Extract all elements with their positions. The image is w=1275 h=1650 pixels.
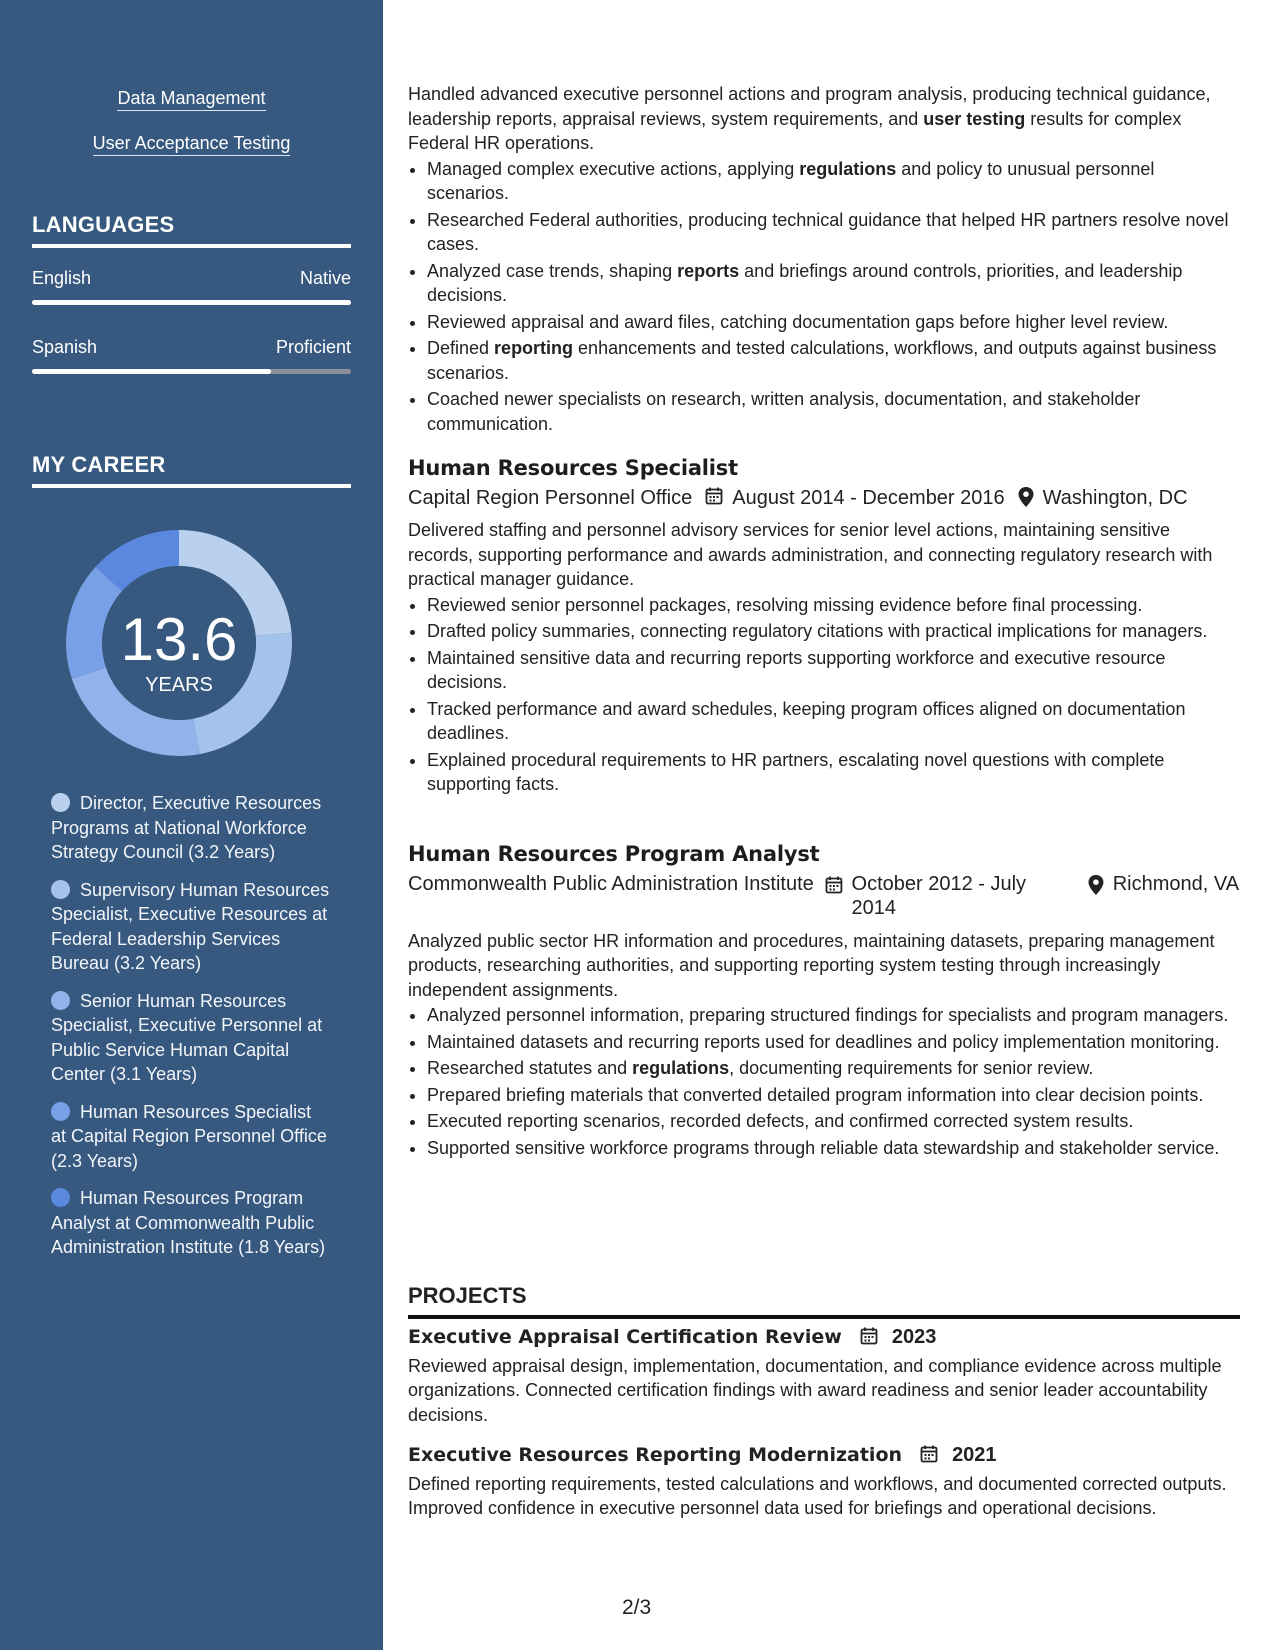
bullet-item: • Managed complex executive actions, applying regulations and policy to unusual personnel scenarios. xyxy=(427,157,1240,206)
project-title: Executive Resources Reporting Modernization xyxy=(408,1444,903,1466)
calendar-icon xyxy=(704,486,724,506)
bullet-item: • Analyzed case trends, shaping reports and briefings around controls, priorities, and leadership decisions. xyxy=(427,259,1240,308)
calendar-icon xyxy=(859,1326,879,1346)
bullet-item: • Researched statutes and regulations, documenting requirements for senior review. xyxy=(427,1056,1240,1081)
career-item-text: Human Resources Specialist at Capital Region Personnel Office (2.3 Years) xyxy=(51,1101,327,1171)
skill-label[interactable]: Data Management xyxy=(117,88,265,111)
languages-heading: LANGUAGES xyxy=(32,212,351,248)
project-entry xyxy=(408,1443,1240,1521)
bullet-item: • Coached newer specialists on research, written analysis, documentation, and stakeholder communication. xyxy=(427,387,1240,436)
calendar-icon xyxy=(919,1444,939,1464)
project-header xyxy=(408,1443,1240,1468)
job-bullets xyxy=(408,593,1240,797)
bullet-item: • Executed reporting scenarios, recorded defects, and confirmed corrected system results. xyxy=(427,1109,1240,1134)
job-summary: Analyzed public sector HR information and procedures, maintaining datasets, preparing management products, researching authorities, and supporting reporting system testing through increasingly independent assignments. xyxy=(408,930,1215,1000)
language-row xyxy=(32,268,351,289)
bullet-item: • Prepared briefing materials that converted detailed program information into clear decision points. xyxy=(427,1083,1240,1108)
job-company: Commonwealth Public Administration Institute xyxy=(408,872,814,895)
calendar-icon xyxy=(824,875,844,895)
career-donut-chart xyxy=(64,528,294,758)
job-bullets xyxy=(408,1003,1240,1160)
skill-label[interactable]: User Acceptance Testing xyxy=(93,133,291,156)
bullet-item: • Tracked performance and award schedules, keeping program offices aligned on documentation deadlines. xyxy=(427,697,1240,746)
job-summary: Handled advanced executive personnel actions and program analysis, producing technical guidance, leadership reports, appraisal reviews, system requirements, and user testing results for complex Federal HR operations. xyxy=(408,84,1211,153)
career-heading: MY CAREER xyxy=(32,452,351,488)
project-description: Defined reporting requirements, tested calculations and workflows, and documented corrected outputs. Improved confidence in executive personnel data used for briefings and operational decisions. xyxy=(408,1473,1227,1518)
job-meta xyxy=(408,486,1240,511)
legend-dot xyxy=(51,1102,70,1121)
career-legend-item xyxy=(51,1186,331,1260)
job-company: Capital Region Personnel Office xyxy=(408,486,693,509)
legend-dot xyxy=(51,1188,70,1207)
language-name: Spanish xyxy=(32,337,98,357)
bullet-item: • Maintained datasets and recurring reports used for deadlines and policy implementation monitoring. xyxy=(427,1030,1240,1055)
language-proficiency-fill xyxy=(32,369,271,374)
career-legend-item xyxy=(51,878,331,976)
job-entry xyxy=(408,842,1240,1162)
career-legend-item xyxy=(51,989,331,1087)
sidebar xyxy=(0,0,383,1650)
job-location: Richmond, VA xyxy=(1112,872,1240,895)
career-legend-item xyxy=(51,1100,331,1174)
bullet-item: • Reviewed senior personnel packages, resolving missing evidence before final processing. xyxy=(427,593,1240,618)
bullet-item: • Supported sensitive workforce programs through reliable data stewardship and stakeholder service. xyxy=(427,1136,1240,1161)
project-description: Reviewed appraisal design, implementation, documentation, and compliance evidence across multiple organizations. Connected certification findings with award readiness and senior leader accountability decisions. xyxy=(408,1355,1222,1425)
bullet-item: • Explained procedural requirements to HR partners, escalating novel questions with complete supporting facts. xyxy=(427,748,1240,797)
job-dates: October 2012 - July 2014 xyxy=(851,872,1027,919)
language-proficiency-bar xyxy=(32,369,351,374)
bullet-item: • Maintained sensitive data and recurring reports supporting workforce and executive resource decisions. xyxy=(427,646,1240,695)
career-item-text: Director, Executive Resources Programs at National Workforce Strategy Council (3.2 Years) xyxy=(51,793,322,862)
bullet-item: • Researched Federal authorities, producing technical guidance that helped HR partners resolve novel cases. xyxy=(427,208,1240,257)
career-unit-label: YEARS xyxy=(145,674,213,696)
job-meta xyxy=(408,872,1240,921)
job-location: Washington, DC xyxy=(1042,486,1188,509)
language-level: Native xyxy=(299,268,351,288)
career-item-text: Human Resources Program Analyst at Commonwealth Public Administration Institute (1.8 Years) xyxy=(51,1188,326,1257)
skill-item[interactable] xyxy=(0,88,383,109)
language-proficiency-fill xyxy=(32,300,351,305)
language-name: English xyxy=(32,268,92,288)
bullet-item: • Reviewed appraisal and award files, catching documentation gaps before higher level review. xyxy=(427,310,1240,335)
project-entry xyxy=(408,1325,1240,1427)
project-title: Executive Appraisal Certification Review xyxy=(408,1326,842,1348)
skill-item[interactable] xyxy=(0,133,383,154)
bullet-item: • Defined reporting enhancements and tested calculations, workflows, and outputs against business scenarios. xyxy=(427,336,1240,385)
job-entry xyxy=(408,456,1240,799)
language-proficiency-bar xyxy=(32,300,351,305)
intro-job-block xyxy=(408,82,1240,438)
legend-dot xyxy=(51,793,70,812)
job-dates: August 2014 - December 2016 xyxy=(732,486,1005,509)
bullet-item: • Drafted policy summaries, connecting regulatory citations with practical implications for managers. xyxy=(427,619,1240,644)
bullet-item: • Analyzed personnel information, preparing structured findings for specialists and program managers. xyxy=(427,1003,1240,1028)
job-title: Human Resources Specialist xyxy=(408,456,738,480)
language-row xyxy=(32,337,351,358)
career-total-years: 13.6 xyxy=(120,606,238,673)
location-pin-icon xyxy=(1017,486,1035,508)
job-title: Human Resources Program Analyst xyxy=(408,842,820,866)
language-level: Proficient xyxy=(275,337,351,357)
page-number: 2/3 xyxy=(622,1596,652,1619)
job-bullets xyxy=(408,157,1240,437)
career-legend xyxy=(51,791,331,1273)
legend-dot xyxy=(51,880,70,899)
job-summary: Delivered staffing and personnel advisory services for senior level actions, maintaining sensitive records, supporting performance and awards administration, and connecting regulatory research with practical manager guidance. xyxy=(408,520,1213,589)
career-item-text: Senior Human Resources Specialist, Executive Personnel at Public Service Human Capital Center (3.1 Years) xyxy=(51,990,323,1084)
project-year: 2023 xyxy=(891,1326,937,1348)
projects-heading: PROJECTS xyxy=(408,1284,1240,1319)
legend-dot xyxy=(51,991,70,1010)
location-pin-icon xyxy=(1087,874,1105,896)
career-item-text: Supervisory Human Resources Specialist, Executive Resources at Federal Leadership Services Bureau (3.2 Years) xyxy=(51,879,330,973)
project-header xyxy=(408,1325,1240,1350)
project-year: 2021 xyxy=(952,1444,997,1466)
career-legend-item xyxy=(51,791,331,865)
